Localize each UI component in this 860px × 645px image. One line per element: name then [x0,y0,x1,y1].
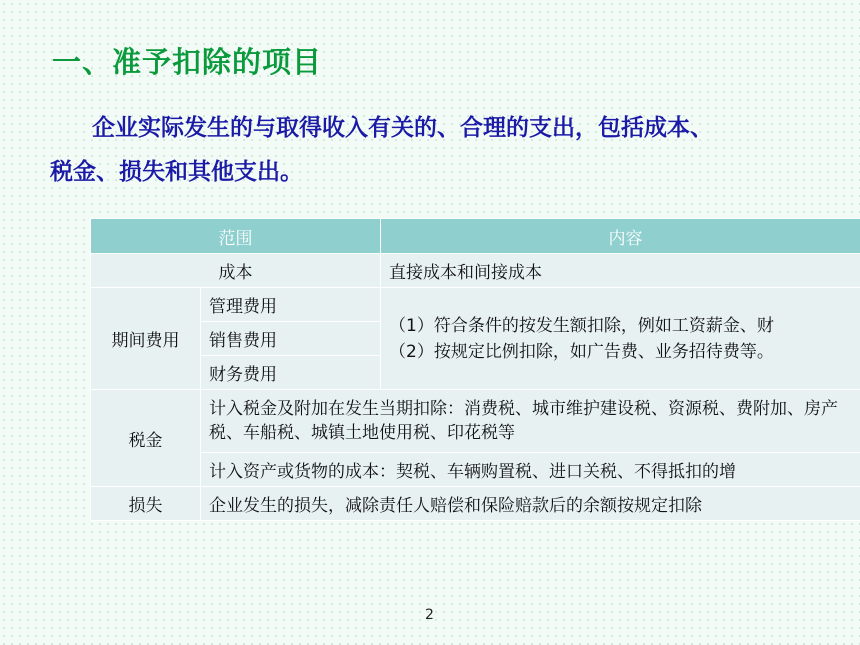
period-expenses-content-line-1: （1）符合条件的按发生额扣除，例如工资薪金、财 [389,315,774,336]
page-number: 2 [425,607,434,623]
period-expense-item: 管理费用 [201,288,381,322]
table-row [91,453,860,487]
header-scope: 范围 [91,219,381,254]
table-row [91,254,860,288]
cost-content: 直接成本和间接成本 [381,254,860,288]
cost-label: 成本 [91,254,381,288]
intro-line-2: 税金、损失和其他支出。 [50,159,303,185]
table-header-row [91,219,860,254]
taxes-row-2: 计入资产或货物的成本：契税、车辆购置税、进口关税、不得抵扣的增 [201,453,860,487]
table-row [91,487,860,521]
period-expenses-label: 期间费用 [91,288,201,390]
period-expense-item: 财务费用 [201,356,381,390]
period-expenses-content-line-2: （2）按规定比例扣除，如广告费、业务招待费等。 [389,341,774,362]
deduction-table [90,218,860,521]
table-row [91,390,860,453]
header-content: 内容 [381,219,860,254]
table-row [91,288,860,322]
taxes-label: 税金 [91,390,201,487]
deduction-table-wrapper [90,218,860,521]
losses-label: 损失 [91,487,201,521]
period-expense-item: 销售费用 [201,322,381,356]
losses-content: 企业发生的损失，减除责任人赔偿和保险赔款后的余额按规定扣除 [201,487,860,521]
intro-paragraph [50,106,860,194]
intro-line-1: 企业实际发生的与取得收入有关的、合理的支出，包括成本、 [92,115,713,141]
section-title: 一、准予扣除的项目 [52,45,323,79]
period-expenses-content [381,288,860,390]
taxes-row-1: 计入税金及附加在发生当期扣除：消费税、城市维护建设税、资源税、费附加、房产税、车船税、城镇土地使用税、印花税等 [201,390,860,453]
